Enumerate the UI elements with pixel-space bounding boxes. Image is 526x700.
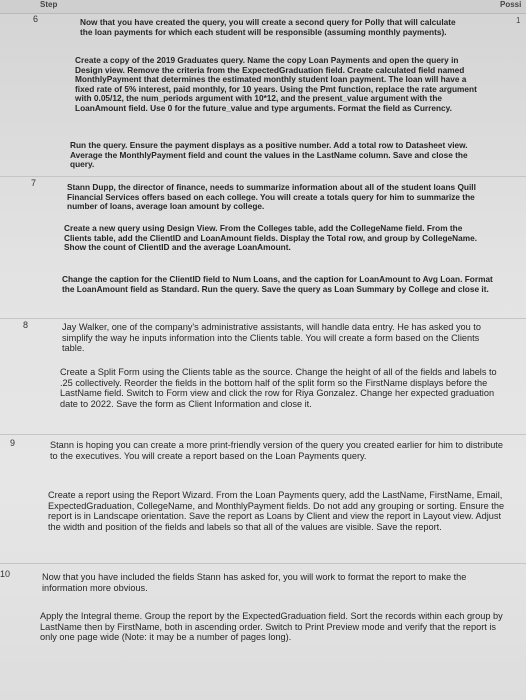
step-paragraph: Run the query. Ensure the payment displays as a positive number. Add a total row to Datasheet view. Average the MonthlyPayment field and count the values in the LastName column. Save and close the query. bbox=[70, 140, 468, 170]
step-number: 6 bbox=[33, 14, 39, 24]
step-paragraph: Now that you have included the fields Stann has asked for, you will work to format the report to make the information more obvious. bbox=[42, 572, 467, 593]
step-paragraph: Create a report using the Report Wizard. From the Loan Payments query, add the LastName, FirstName, Email, ExpectedGraduation, CollegeName, and MonthlyPayment fields. Do not add any grouping or sorting. Ensure the report is in Landscape orientation. Save the report as Loans by Client and view the report in Layout view. Adjust the width and position of the fields and labels so that all of the values are visible. Save the report. bbox=[48, 490, 505, 532]
step-number: 9 bbox=[10, 438, 16, 448]
points-value: 1 bbox=[516, 16, 521, 25]
step-number: 8 bbox=[23, 320, 29, 330]
step-paragraph: Change the caption for the ClientID field to Num Loans, and the caption for LoanAmount to Avg Loan. Format the LoanAmount field as Standard. Run the query. Save the query as Loan Summary by College and close it. bbox=[62, 274, 493, 294]
step-paragraph: Apply the Integral theme. Group the report by the ExpectedGraduation field. Sort the records within each group by LastName then by FirstName, both in ascending order. Switch to Print Preview mode and verify that the report is only one page wide (Note: it may be a number of pages long). bbox=[40, 611, 503, 643]
step-number: 7 bbox=[31, 178, 37, 188]
row-divider bbox=[0, 563, 526, 564]
step-paragraph: Create a copy of the 2019 Graduates query. Name the copy Loan Payments and open the query in Design view. Remove the criteria from the ExpectedGraduation field. Create calculated field named MonthlyPayment that determines the estimated monthly student loan payment. The loan will have a fixed rate of 5% interest, paid monthly, for 10 years. Using the Pmt function, replace the rate argument with 0.05/12, the num_periods argument with 10*12, and the present_value argument with the LoanAmount field. Use 0 for the future_value and type arguments. Format the field as Currency. bbox=[75, 55, 477, 113]
step-paragraph: Stann Dupp, the director of finance, needs to summarize information about all of the student loans Quill Financial Services offers based on each college. You will create a totals query for him to summarize the number of loans, average loan amount by college. bbox=[67, 182, 476, 212]
step-paragraph: Create a Split Form using the Clients table as the source. Change the height of all of the fields and labels to .25 collectively. Reorder the fields in the bottom half of the split form so the FirstName displays before the LastName field. Switch to Form view and click the row for Riya Gonzalez. Change her expected graduation date to 2022. Save the form as Client Information and close it. bbox=[60, 367, 497, 409]
points-column-header: Possi bbox=[500, 0, 522, 9]
row-divider bbox=[0, 434, 526, 435]
step-number: 10 bbox=[0, 569, 11, 579]
row-divider bbox=[0, 318, 526, 319]
step-column-header: Step bbox=[40, 0, 58, 9]
step-paragraph: Stann is hoping you can create a more print-friendly version of the query you created earlier for him to distribute to the executives. You will create a report based on the Loan Payments query. bbox=[50, 440, 503, 461]
table-header bbox=[0, 0, 526, 14]
step-paragraph: Now that you have created the query, you will create a second query for Polly that will calculate the loan payments for which each student will be responsible (assuming monthly payments). bbox=[80, 17, 456, 37]
step-paragraph: Jay Walker, one of the company's administrative assistants, will handle data entry. He has asked you to simplify the way he inputs information into the Clients table. You will create a form based on the Clients table. bbox=[62, 322, 481, 354]
row-divider bbox=[0, 176, 526, 177]
step-paragraph: Create a new query using Design View. From the Colleges table, add the CollegeName field. From the Clients table, add the ClientID and LoanAmount fields. Display the Total row, and group by CollegeName. Show the count of ClientID and the average LoanAmount. bbox=[64, 223, 478, 253]
